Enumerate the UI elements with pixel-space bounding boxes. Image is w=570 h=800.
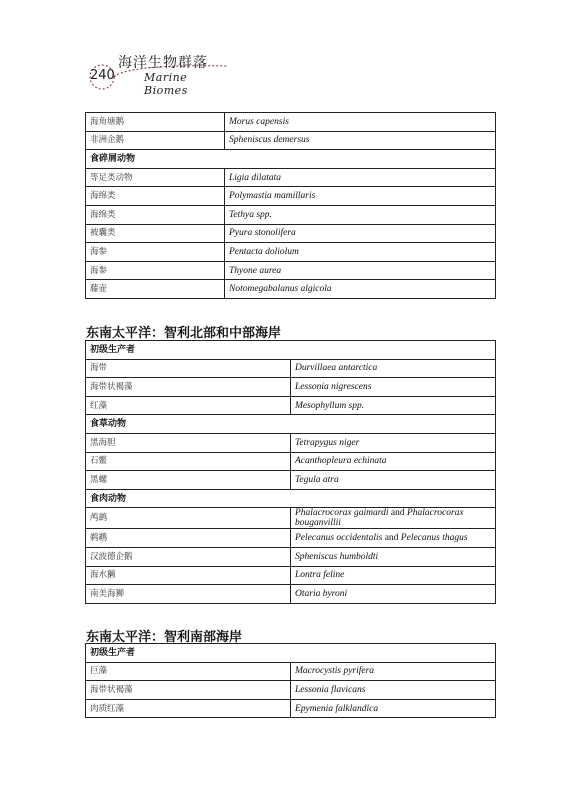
scientific-name-cell [291,378,496,397]
common-name-cell: 海绵类 [86,205,225,224]
scientific-name-cell [291,359,496,378]
scientific-name-cell [291,433,496,452]
scientific-name: Epymenia falklandica [295,703,379,714]
group-label: 食肉动物 [86,489,496,508]
scientific-name: Tethya spp. [229,209,272,220]
scientific-name-cell [291,566,496,585]
common-name-cell: 海参 [86,261,225,280]
species-table-1 [85,112,496,299]
scientific-name: Durvillaea antarctica [295,363,378,374]
table-row [86,359,496,378]
scientific-name: Spheniscus humboldti [295,551,379,562]
scientific-name-cell [225,113,496,132]
scientific-name: Morus capensis [229,116,289,127]
common-name-cell: 海带 [86,359,291,378]
table-row [86,261,496,280]
group-header-row [86,150,496,169]
table-row [86,566,496,585]
table-row [86,168,496,187]
common-name-cell: 南美海狮 [86,585,291,604]
table-row [86,662,496,681]
table-row [86,471,496,490]
scientific-name: Otaria byroni [295,588,348,599]
table-row [86,243,496,262]
group-label: 食碎屑动物 [86,150,496,169]
common-name-cell: 海带状褐藻 [86,681,291,700]
table-row [86,187,496,206]
table-row [86,131,496,150]
scientific-name-cell [225,187,496,206]
conjunction: and [384,533,399,544]
group-header-row [86,644,496,663]
table-row [86,681,496,700]
group-label: 食草动物 [86,415,496,434]
scientific-name: Lontra feline [295,570,345,581]
group-header-row [86,489,496,508]
common-name-cell: 汉波德企鹅 [86,547,291,566]
common-name-cell: 肉质红藻 [86,699,291,718]
scientific-name: Pentacta doliolum [229,246,299,257]
scientific-name-cell [225,261,496,280]
common-name-cell: 等足类动物 [86,168,225,187]
species-table-chile-south [85,643,496,718]
common-name-cell: 海水獭 [86,566,291,585]
scientific-name: Mesophyllum spp. [295,400,365,411]
common-name-cell: 黑海胆 [86,433,291,452]
species-table-chile-north [85,340,496,604]
scientific-name: Spheniscus demersus [229,135,310,146]
scientific-name-cell [225,131,496,150]
section-title-chile-north: 东南太平洋：智利北部和中部海岸 [86,326,282,341]
scientific-name: Macrocystis pyrifera [295,666,375,677]
common-name-cell: 巨藻 [86,662,291,681]
scientific-name-cell [291,529,496,548]
section-title-chile-south: 东南太平洋：智利南部海岸 [86,630,243,645]
scientific-name-cell [291,452,496,471]
table-row [86,396,496,415]
group-header-row [86,415,496,434]
table-row [86,508,496,529]
conjunction: and [390,508,405,519]
scientific-name-cell [291,396,496,415]
scientific-name-second: Pelecanus thagus [400,533,468,544]
scientific-name-cell [291,681,496,700]
table-row [86,547,496,566]
scientific-name-cell [225,243,496,262]
common-name-cell: 海角塘鹅 [86,113,225,132]
scientific-name-cell [291,662,496,681]
scientific-name-cell [225,168,496,187]
header-title-en: Marine Biomes [144,71,188,97]
scientific-name-cell [291,547,496,566]
scientific-name-cell [291,508,496,529]
table-row [86,113,496,132]
group-header-row [86,341,496,360]
scientific-name: Ligia dilatata [229,172,281,183]
scientific-name: Acanthopleura echinata [295,456,387,467]
table-row [86,452,496,471]
scientific-name-cell [291,699,496,718]
common-name-cell: 鹈鹕 [86,529,291,548]
common-name-cell: 海带状褐藻 [86,378,291,397]
page-number: 240 [90,68,115,83]
table-row [86,205,496,224]
group-label: 初级生产者 [86,341,496,360]
scientific-name: Pelecanus occidentalis [295,533,383,544]
header-title-zh: 海洋生物群落 [118,55,208,71]
table-row [86,378,496,397]
scientific-name: Notomegabalanus algicola [229,284,332,295]
common-name-cell: 红藻 [86,396,291,415]
scientific-name: Tetrapygus niger [295,437,360,448]
table-row [86,699,496,718]
common-name-cell: 藤壶 [86,280,225,299]
table-row [86,224,496,243]
table-row [86,280,496,299]
common-name-cell: 鸬鹚 [86,508,291,529]
common-name-cell: 非洲企鹅 [86,131,225,150]
table-row [86,433,496,452]
scientific-name: Polymastia mamillaris [229,191,316,202]
scientific-name-cell [291,585,496,604]
scientific-name: Lessonia nigrescens [295,381,372,392]
scientific-name: Thyone aurea [229,265,282,276]
table-row [86,585,496,604]
common-name-cell: 被囊类 [86,224,225,243]
scientific-name-cell [225,280,496,299]
running-header [88,52,228,97]
scientific-name-second: Phalacrocorax bouganvillii [295,508,464,529]
common-name-cell: 黑螺 [86,471,291,490]
common-name-cell: 海参 [86,243,225,262]
scientific-name-cell [291,471,496,490]
scientific-name: Tegula atra [295,474,339,485]
common-name-cell: 石鳖 [86,452,291,471]
table-row [86,529,496,548]
scientific-name: Pyura stonolifera [229,228,296,239]
scientific-name: Lessonia flavicans [295,684,366,695]
scientific-name-cell [225,224,496,243]
common-name-cell: 海绵类 [86,187,225,206]
group-label: 初级生产者 [86,644,496,663]
scientific-name-cell [225,205,496,224]
scientific-name: Phalacrocorax gaimardi [295,508,389,519]
